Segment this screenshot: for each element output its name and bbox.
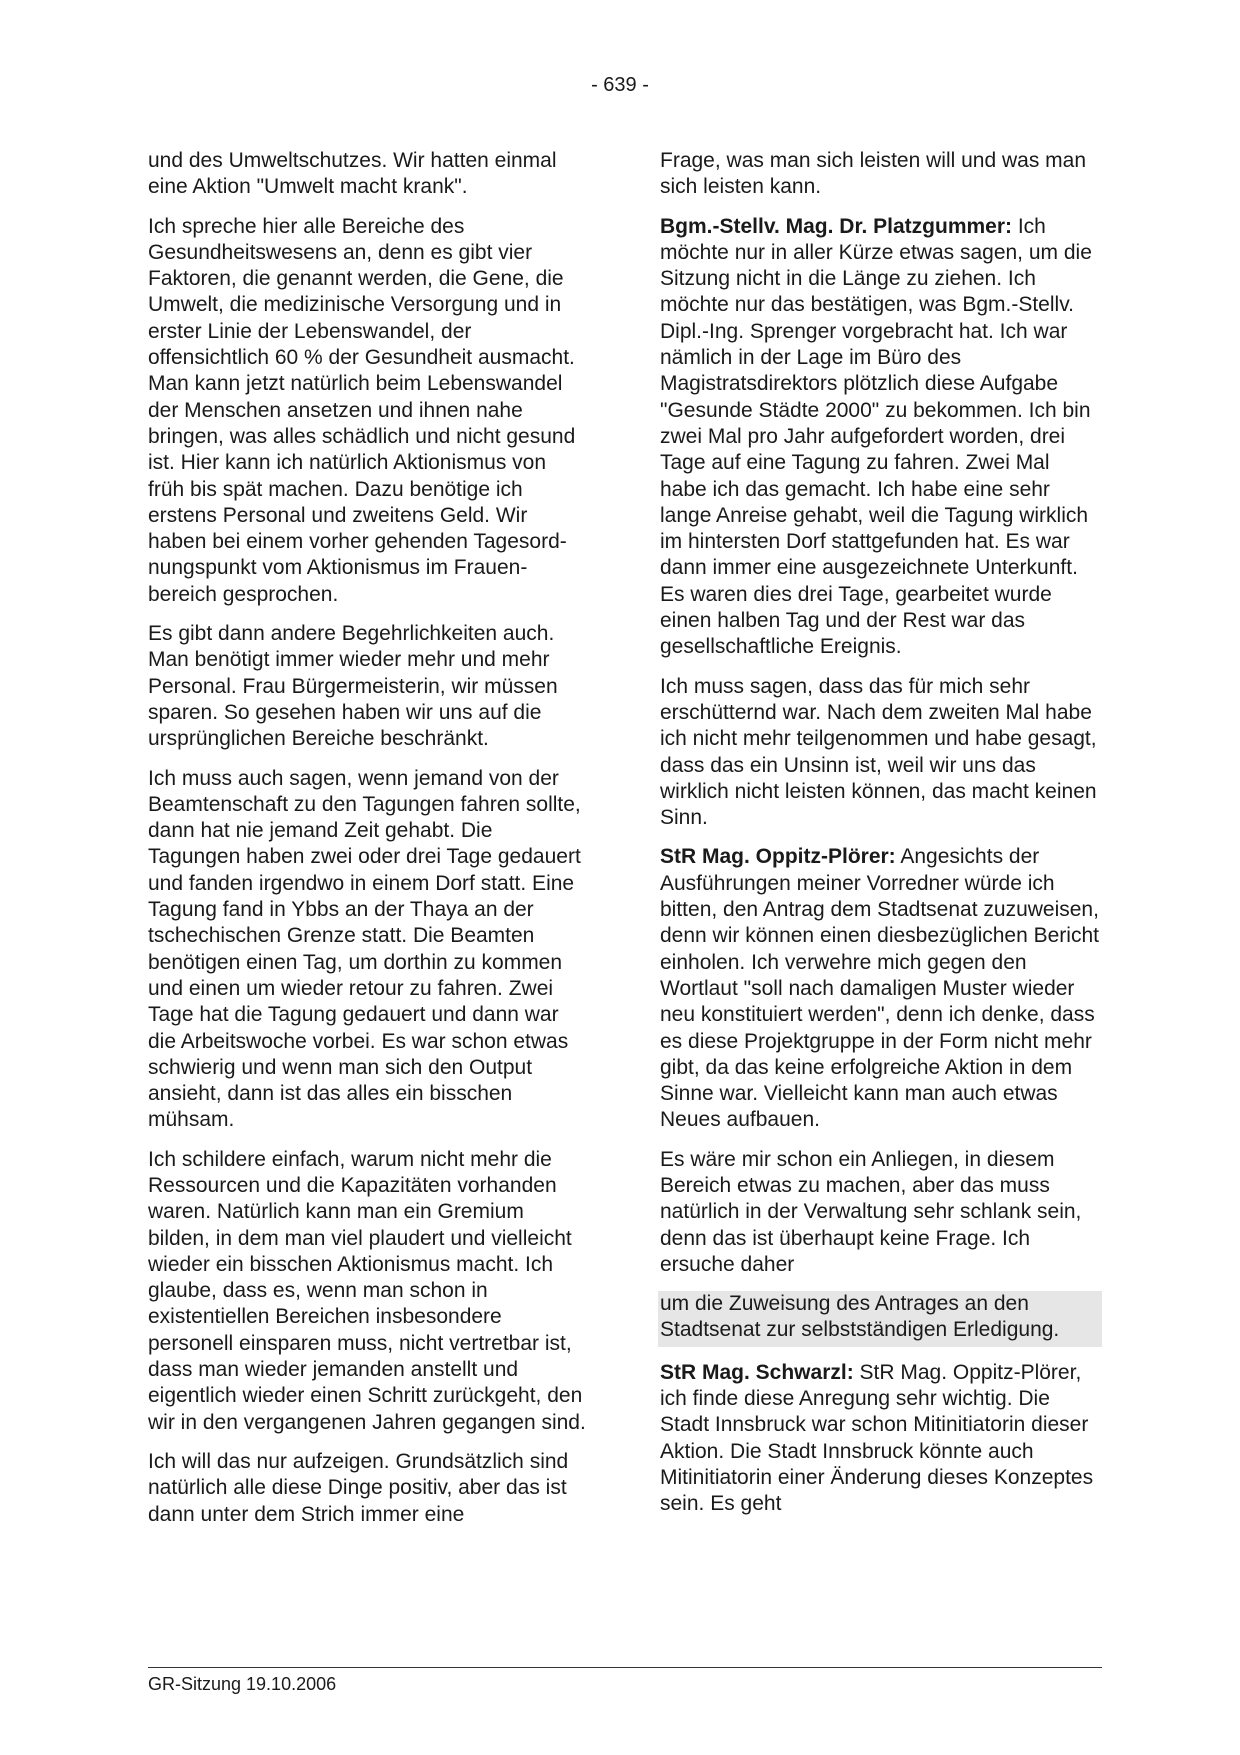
page-number: - 639 -: [591, 74, 649, 96]
left-column: [148, 148, 588, 1541]
motion-box: um die Zuweisung des Antrages an den Stadtsenat zur selbstständigen Erledigung.: [658, 1291, 1102, 1347]
speech-paragraph: [660, 214, 1100, 661]
paragraph: Ich schildere einfach, warum nicht mehr die Ressourcen und die Kapazitäten vorhanden waren. Natürlich kann man ein Gremium bilden, in dem man viel plaudert und vielleicht wieder ein bisschen Aktionismus macht. Ich glaube, dass es, wenn man schon in existentiellen Bereichen insbesondere personell einsparen muss, nicht vertretbar ist, dass man wieder jemanden anstellt und eigentlich wieder einen Schritt zurückgeht, den wir in den vergangenen Jahren gegangen sind.: [148, 1147, 586, 1434]
paragraph: Ich spreche hier alle Bereiche des Gesundheitswesens an, denn es gibt vier Faktoren, die genannt werden, die Gene, die Umwelt, die medizinische Versorgung und in erster Linie der Lebenswandel, der offensichtlich 60 % der Gesundheit ausmacht. Man kann jetzt natürlich beim Lebenswandel der Menschen ansetzen und ihnen nahe bringen, was alles schädlich und nicht gesund ist. Hier kann ich natürlich Aktionismus von früh bis spät machen. Dazu benötige ich erstens Personal und zweitens Geld. Wir haben bei einem vorher gehenden Tagesordnungspunkt vom Aktionismus im Frauenbereich gesprochen.: [148, 214, 576, 606]
speech-paragraph: [660, 844, 1100, 1133]
footer-session-date: GR-Sitzung 19.10.2006: [148, 1674, 337, 1694]
paragraph: Ich muss auch sagen, wenn jemand von der Beamtenschaft zu den Tagungen fahren sollte, dann hat nie jemand Zeit gehabt. Die Tagungen haben zwei oder drei Tage gedauert und fanden irgendwo in einem Dorf statt. Eine Tagung fand in Ybbs an der Thaya an der tschechischen Grenze statt. Die Beamten benötigen einen Tag, um dorthin zu kommen und einen um wieder retour zu fahren. Zwei Tage hat die Tagung gedauert und dann war die Arbeitswoche vorbei. Es war schon etwas schwierig und wenn man sich den Output ansieht, dann ist das alles ein bisschen mühsam.: [148, 766, 581, 1132]
speech-text: Angesichts der Ausführungen meiner Vorredner würde ich bitten, den Antrag dem Stadtsenat zuzuweisen, denn wir können einen diesbezüglichen Bericht einholen. Ich verwehre mich gegen den Wortlaut "soll nach damaligen Muster wieder neu konstituiert werden", denn ich denke, dass es diese Projektgruppe in der Form nicht mehr gibt, da das keine erfolgreiche Aktion in dem Sinne war. Vielleicht kann man auch etwas Neues aufbauen.: [660, 845, 1099, 1132]
paragraph: Ich muss sagen, dass das für mich sehr erschütternd war. Nach dem zweiten Mal habe ich nicht mehr teilgenommen und habe gesagt, dass das ein Unsinn ist, weil wir uns das wirklich nicht leisten können, das macht keinen Sinn.: [660, 674, 1097, 830]
speech-text: StR Mag. Oppitz-Plörer, ich finde diese Anregung sehr wichtig. Die Stadt Innsbruck war schon Mitinitiatorin dieser Aktion. Die Stadt Innsbruck könnte auch Mitinitiatorin einer Änderung dieses Konzeptes sein. Es geht: [660, 1360, 1094, 1516]
speech-text: Ich möchte nur in aller Kürze etwas sagen, um die Sitzung nicht in die Länge zu ziehen. Ich möchte nur das bestätigen, was Bgm.-Stellv. Dipl.-Ing. Sprenger vorgebracht hat. Ich war nämlich in der Lage im Büro des Magistratsdirektors plötzlich diese Aufgabe "Gesunde Städte 2000" zu bekommen. Ich bin zwei Mal pro Jahr aufgefordert worden, drei Tage auf eine Tagung zu fahren. Zwei Mal habe ich das gemacht. Ich habe eine sehr lange Anreise gehabt, weil die Tagung wirklich im hintersten Dorf stattgefunden hat. Es war dann immer eine ausgezeichnete Unterkunft. Es waren dies drei Tage, gearbeitet wurde einen halben Tag und der Rest war das gesellschaftliche Ereignis.: [660, 214, 1092, 659]
speaker-name: Bgm.-Stellv. Mag. Dr. Platzgummer:: [660, 214, 1013, 238]
paragraph: und des Umweltschutzes. Wir hatten einmal eine Aktion "Umwelt macht krank".: [148, 149, 557, 199]
speaker-name: StR Mag. Oppitz-Plörer:: [660, 845, 896, 869]
paragraph: Ich will das nur aufzeigen. Grundsätzlich sind natürlich alle diese Dinge positiv, aber das ist dann unter dem Strich immer eine: [148, 1449, 569, 1526]
paragraph: Es gibt dann andere Begehrlichkeiten auch. Man benötigt immer wieder mehr und mehr Personal. Frau Bürgermeisterin, wir müssen sparen. So gesehen haben wir uns auf die ursprünglichen Bereiche beschränkt.: [148, 622, 558, 751]
speaker-name: StR Mag. Schwarzl:: [660, 1360, 854, 1384]
footer-divider: [148, 1667, 1102, 1668]
right-column: [660, 148, 1100, 1531]
paragraph: Es wäre mir schon ein Anliegen, in diesem Bereich etwas zu machen, aber das muss natürlich in der Verwaltung sehr schlank sein, denn das ist überhaupt keine Frage. Ich ersuche daher: [660, 1147, 1082, 1276]
speech-paragraph: [660, 1360, 1100, 1518]
paragraph: Frage, was man sich leisten will und was man sich leisten kann.: [660, 149, 1087, 199]
